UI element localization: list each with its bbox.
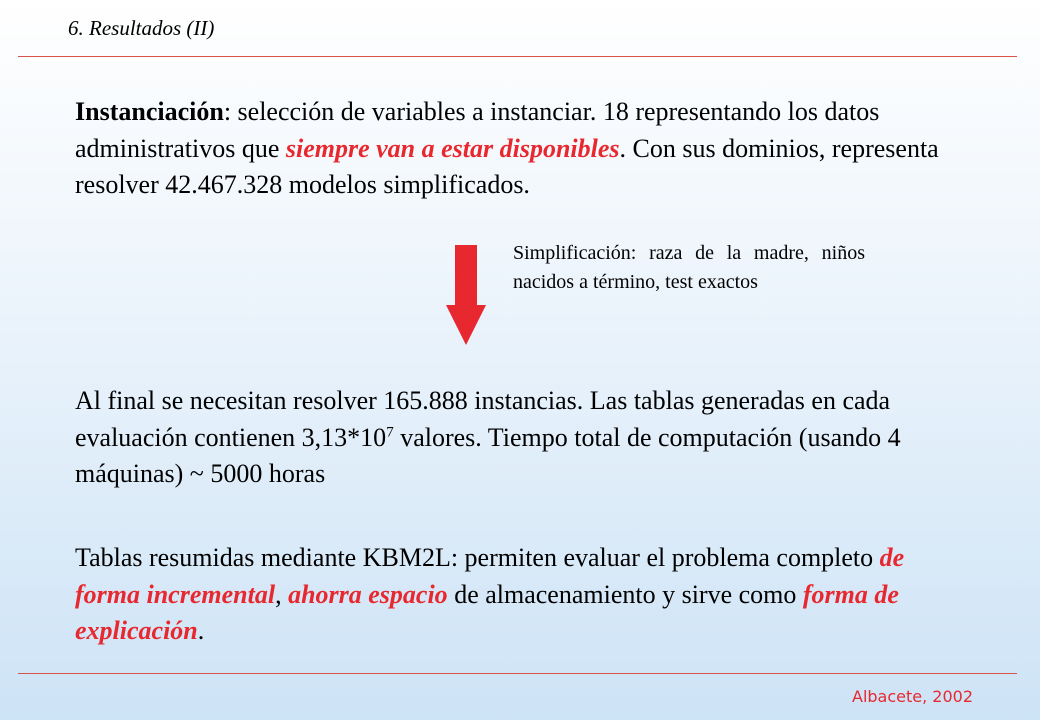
emphasis-siempre-disponibles: siempre van a estar disponibles	[285, 133, 620, 163]
emphasis-ahorra-espacio: ahorra espacio	[288, 579, 448, 609]
emphasis-forma-incremental: de forma incremental	[75, 543, 905, 609]
paragraph-instanciacion	[75, 94, 975, 204]
paragraph2-text1: Al final se necesitan resolver 165.888 instancias. Las tablas generadas en cada evaluación contienen 3,13*10	[75, 386, 891, 452]
paragraph3-text1: Tablas resumidas mediante KBM2L: permiten evaluar el problema completo	[75, 543, 880, 572]
emphasis-forma-explicacion: forma de explicación	[75, 579, 899, 645]
paragraph-tablas-resumidas	[75, 540, 975, 650]
down-arrow-icon	[446, 245, 486, 345]
paragraph3-text3: de almacenamiento y sirve como	[447, 579, 803, 609]
paragraph1-text1: : selección de variables a instanciar. 18 representando los datos administrativos que	[75, 97, 880, 163]
bottom-divider	[18, 673, 1017, 674]
slide-title: 6. Resultados (II)	[68, 16, 215, 40]
exponent: 7	[386, 423, 394, 440]
footer-credit: Albacete, 2002	[852, 687, 973, 706]
simplification-note: Simplificación: raza de la madre, niños nacidos a término, test exactos	[513, 242, 865, 293]
top-divider	[18, 56, 1017, 57]
paragraph3-text2: ,	[275, 579, 289, 609]
paragraph3-text4: .	[197, 616, 205, 645]
paragraph-instancias	[75, 383, 975, 493]
paragraph1-text2: . Con sus dominios, representa resolver 42.467.328 modelos simplificados.	[75, 133, 939, 199]
term-instanciacion: Instanciación	[75, 97, 224, 126]
paragraph2-text2: valores. Tiempo total de computación (usando 4 máquinas) ~ 5000 horas	[75, 422, 901, 488]
